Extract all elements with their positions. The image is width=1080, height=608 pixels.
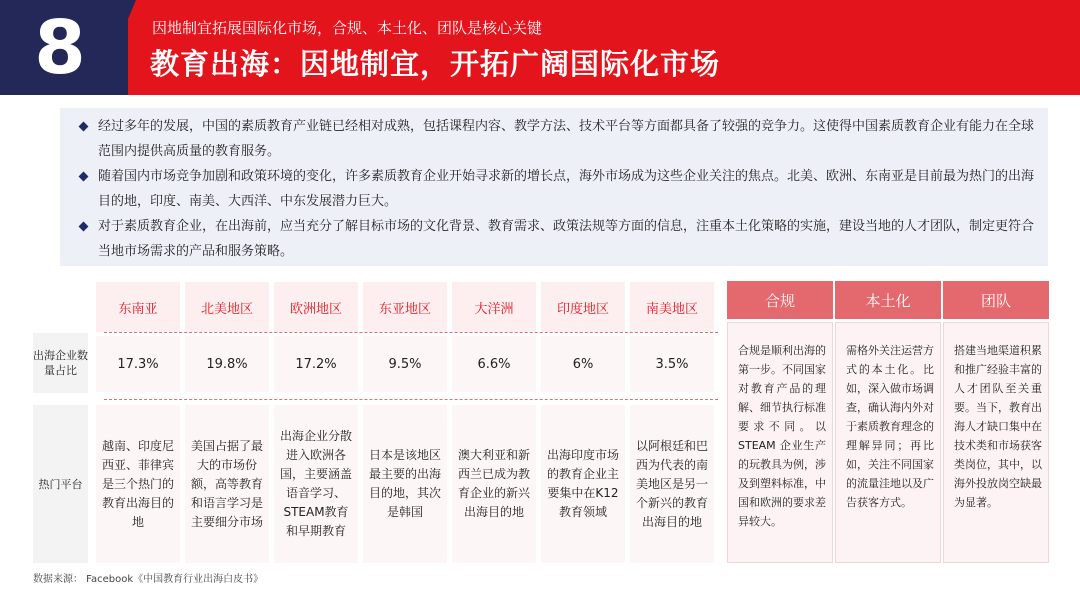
- share-value: 17.2%: [274, 336, 358, 392]
- key-header-team: 团队: [943, 281, 1049, 319]
- platform-desc: 澳大利亚和新西兰已成为教育企业的新兴出海目的地: [452, 405, 536, 563]
- platform-desc: 越南、印度尼西亚、菲律宾是三个热门的教育出海目的地: [96, 405, 180, 563]
- data-source-note: 数据来源： Facebook《中国教育行业出海白皮书》: [33, 574, 264, 585]
- page-title: 教育出海：因地制宜，开拓广阔国际化市场: [150, 47, 721, 81]
- header-diagonal: [96, 0, 136, 95]
- bullet-item: [80, 114, 1035, 164]
- row-label-platform: 热门平台: [33, 405, 88, 563]
- bullet-text: 随着国内市场竞争加剧和政策环境的变化，许多素质教育企业开始寻求新的增长点，海外市场成为这些企业关注的焦点。北美、欧洲、东南亚是目前最为热门的出海目的地，印度、南美、大西洋、中东发展潜力巨大。: [98, 169, 1035, 209]
- bullet-text: 经过多年的发展，中国的素质教育产业链已经相对成熟，包括课程内容、教学方法、技术平台等方面都具备了较强的竞争力。这使得中国素质教育企业有能力在全球范围内提供高质量的教育服务。: [98, 119, 1035, 159]
- region-header: 北美地区: [185, 282, 269, 332]
- share-value: 3.5%: [630, 336, 714, 392]
- region-header: 印度地区: [541, 282, 625, 332]
- diamond-bullet-icon: [79, 172, 89, 182]
- key-text: 搭建当地渠道积累和推广经验丰富的人才团队至关重要。当下，教育出海人才缺口集中在技术类和市场获客类岗位，其中，以海外投放岗空缺最为显著。: [954, 344, 1042, 509]
- share-value: 19.8%: [185, 336, 269, 392]
- header-subtitle: 因地制宜拓展国际化市场，合规、本土化、团队是核心关键: [152, 19, 543, 37]
- diamond-bullet-icon: [79, 122, 89, 132]
- key-text: 合规是顺利出海的第一步。不同国家对教育产品的理解、细节执行标准要求不同。以 STEAM 企业生产的玩教具为例，涉及到塑料标准，中国和欧洲的要求差异较大。: [738, 344, 826, 528]
- platform-desc: 美国占据了最大的市场份额，高等教育和语言学习是主要细分市场: [185, 405, 269, 563]
- row-label-share: 出海企业数量占比: [33, 333, 88, 393]
- divider: [104, 399, 718, 400]
- share-value: 6%: [541, 336, 625, 392]
- header-banner: [0, 0, 1080, 95]
- key-header-localization: 本土化: [835, 281, 941, 319]
- region-header: 大洋洲: [452, 282, 536, 332]
- region-header: 东南亚: [96, 282, 180, 332]
- platform-desc: 日本是该地区最主要的出海目的地，其次是韩国: [363, 405, 447, 563]
- platform-desc: 以阿根廷和巴西为代表的南美地区是另一个新兴的教育出海目的地: [630, 405, 714, 563]
- region-header: 南美地区: [630, 282, 714, 332]
- region-header: 欧洲地区: [274, 282, 358, 332]
- section-number: 8: [34, 5, 86, 91]
- region-header: 东亚地区: [363, 282, 447, 332]
- key-header-compliance: 合规: [727, 281, 833, 319]
- key-card-localization: [835, 322, 941, 563]
- platform-desc: 出海印度市场的教育企业主要集中在K12教育领域: [541, 405, 625, 563]
- bullet-item: [80, 164, 1035, 214]
- platform-desc: 出海企业分散进入欧洲各国，主要涵盖语音学习、STEAM教育和早期教育: [274, 405, 358, 563]
- divider: [104, 332, 718, 333]
- share-value: 9.5%: [363, 336, 447, 392]
- bullet-text: 对于素质教育企业，在出海前，应当充分了解目标市场的文化背景、教育需求、政策法规等方面的信息，注重本土化策略的实施，建设当地的人才团队，制定更符合当地市场需求的产品和服务策略。: [98, 219, 1035, 259]
- diamond-bullet-icon: [79, 222, 89, 232]
- key-text: 需格外关注运营方式的本土化。比如，深入做市场调查，确认海内外对于素质教育理念的理解异同；再比如，关注不同国家的流量洼地以及广告获客方式。: [846, 344, 934, 509]
- share-value: 17.3%: [96, 336, 180, 392]
- summary-box: [60, 108, 1048, 266]
- share-value: 6.6%: [452, 336, 536, 392]
- key-card-compliance: [727, 322, 833, 563]
- key-card-team: [943, 322, 1049, 563]
- bullet-item: [80, 214, 1035, 264]
